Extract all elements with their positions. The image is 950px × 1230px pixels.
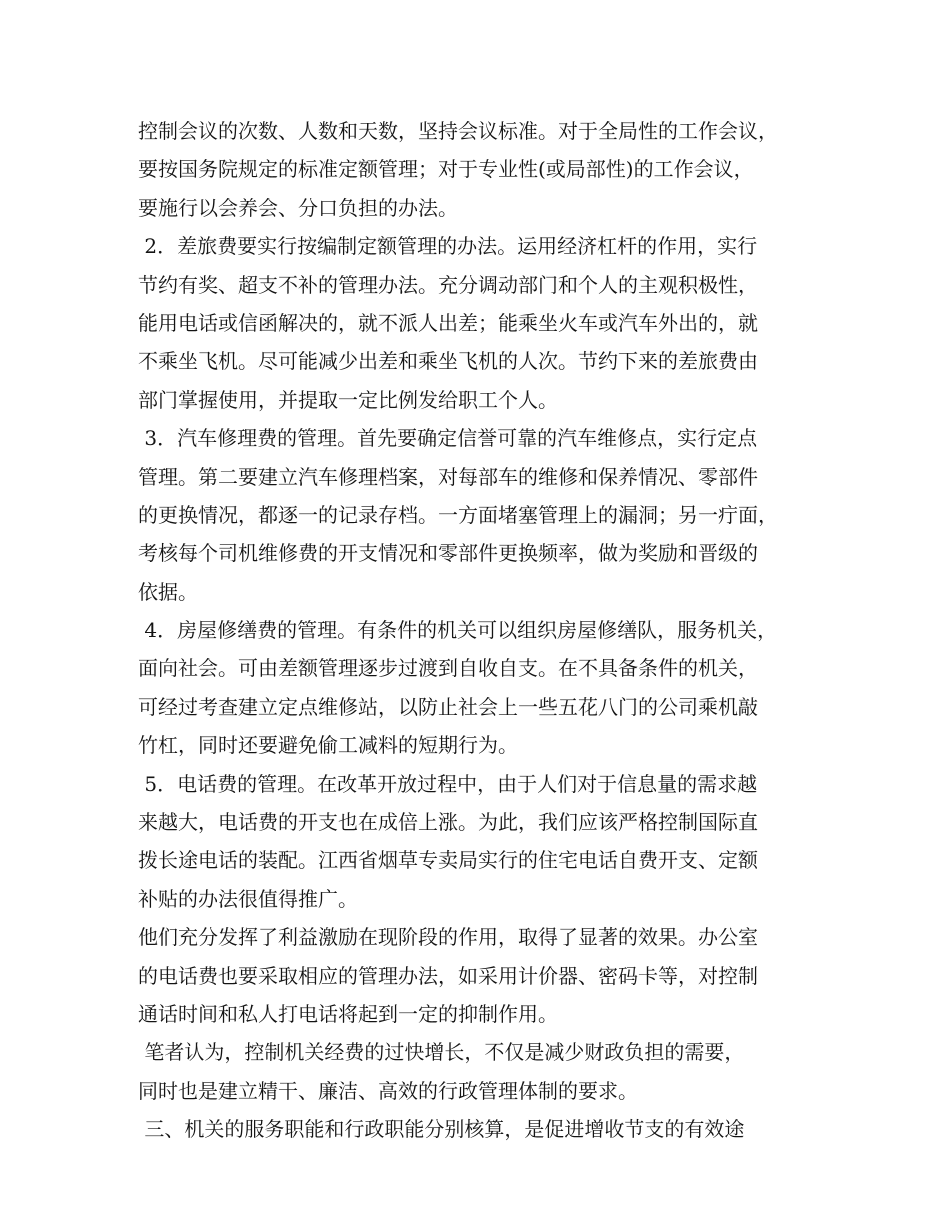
text-line: 控制会议的次数、人数和天数，坚持会议标准。对于全局性的工作会议，	[138, 119, 778, 143]
text-line: 的更换情况，都逐一的记录存档。一方面堵塞管理上的漏洞；另一疔面，	[138, 502, 778, 527]
text-line: 2．差旅费要实行按编制定额管理的办法。运用经济杠杆的作用，实行	[138, 234, 758, 259]
text-line: 笔者认为，控制机关经费的过快增长，不仅是减少财政负担的需要，	[138, 1040, 745, 1065]
text-line: 部门掌握使用，并提取一定比例发给职工个人。	[138, 387, 558, 412]
text-line: 要施行以会养会、分口负担的办法。	[138, 195, 458, 220]
text-line: 的电话费也要采取相应的管理办法，如采用计价器、密码卡等，对控制	[138, 963, 758, 988]
text-line: 依据。	[138, 579, 198, 604]
text-line: 管理。第二要建立汽车修理档案，对每部车的维修和保养情况、零部件	[138, 464, 758, 489]
text-line: 能用电话或信函解决的，就不派人出差；能乘坐火车或汽车外出的，就	[138, 310, 758, 335]
text-line: 同时也是建立精干、廉洁、高效的行政管理体制的要求。	[138, 1078, 638, 1103]
text-line: 节约有奖、超支不补的管理办法。充分调动部门和个人的主观积极性，	[138, 272, 758, 297]
text-line: 要按国务院规定的标准定额管理；对于专业性(或局部性)的工作会议，	[138, 157, 754, 182]
text-line: 三、机关的服务职能和行政职能分别核算，是促进增收节支的有效途	[138, 1117, 745, 1142]
text-line: 来越大，电话费的开支也在成倍上涨。为此，我们应该严格控制国际直	[138, 810, 758, 835]
body-text	[138, 112, 838, 1149]
text-line: 通话时间和私人打电话将起到一定的抑制作用。	[138, 1001, 558, 1026]
text-line: 面向社会。可由差额管理逐步过渡到自收自支。在不具备条件的机关，	[138, 656, 758, 681]
text-line: 拨长途电话的装配。江西省烟草专卖局实行的住宅电话自费开支、定额	[138, 848, 758, 873]
text-line: 5．电话费的管理。在改革开放过程中，由于人们对于信息量的需求越	[138, 771, 758, 796]
text-line: 不乘坐飞机。尽可能减少出差和乘坐飞机的人次。节约下来的差旅费由	[138, 349, 758, 374]
text-line: 他们充分发挥了利益激励在现阶段的作用，取得了显著的效果。办公室	[138, 925, 758, 950]
text-line: 竹杠，同时还要避免偷工减料的短期行为。	[138, 733, 518, 758]
text-line: 考核每个司机维修费的开支情况和零部件更换频率，做为奖励和晋级的	[138, 541, 758, 566]
text-line: 3．汽车修理费的管理。首先要确定信誉可靠的汽车维修点，实行定点	[138, 426, 758, 451]
text-line: 可经过考查建立定点维修站，以防止社会上一些五花八门的公司乘机敲	[138, 694, 758, 719]
text-line: 4．房屋修缮费的管理。有条件的机关可以组织房屋修缮队，服务机关，	[138, 618, 778, 643]
text-line: 补贴的办法很值得推广。	[138, 886, 358, 911]
